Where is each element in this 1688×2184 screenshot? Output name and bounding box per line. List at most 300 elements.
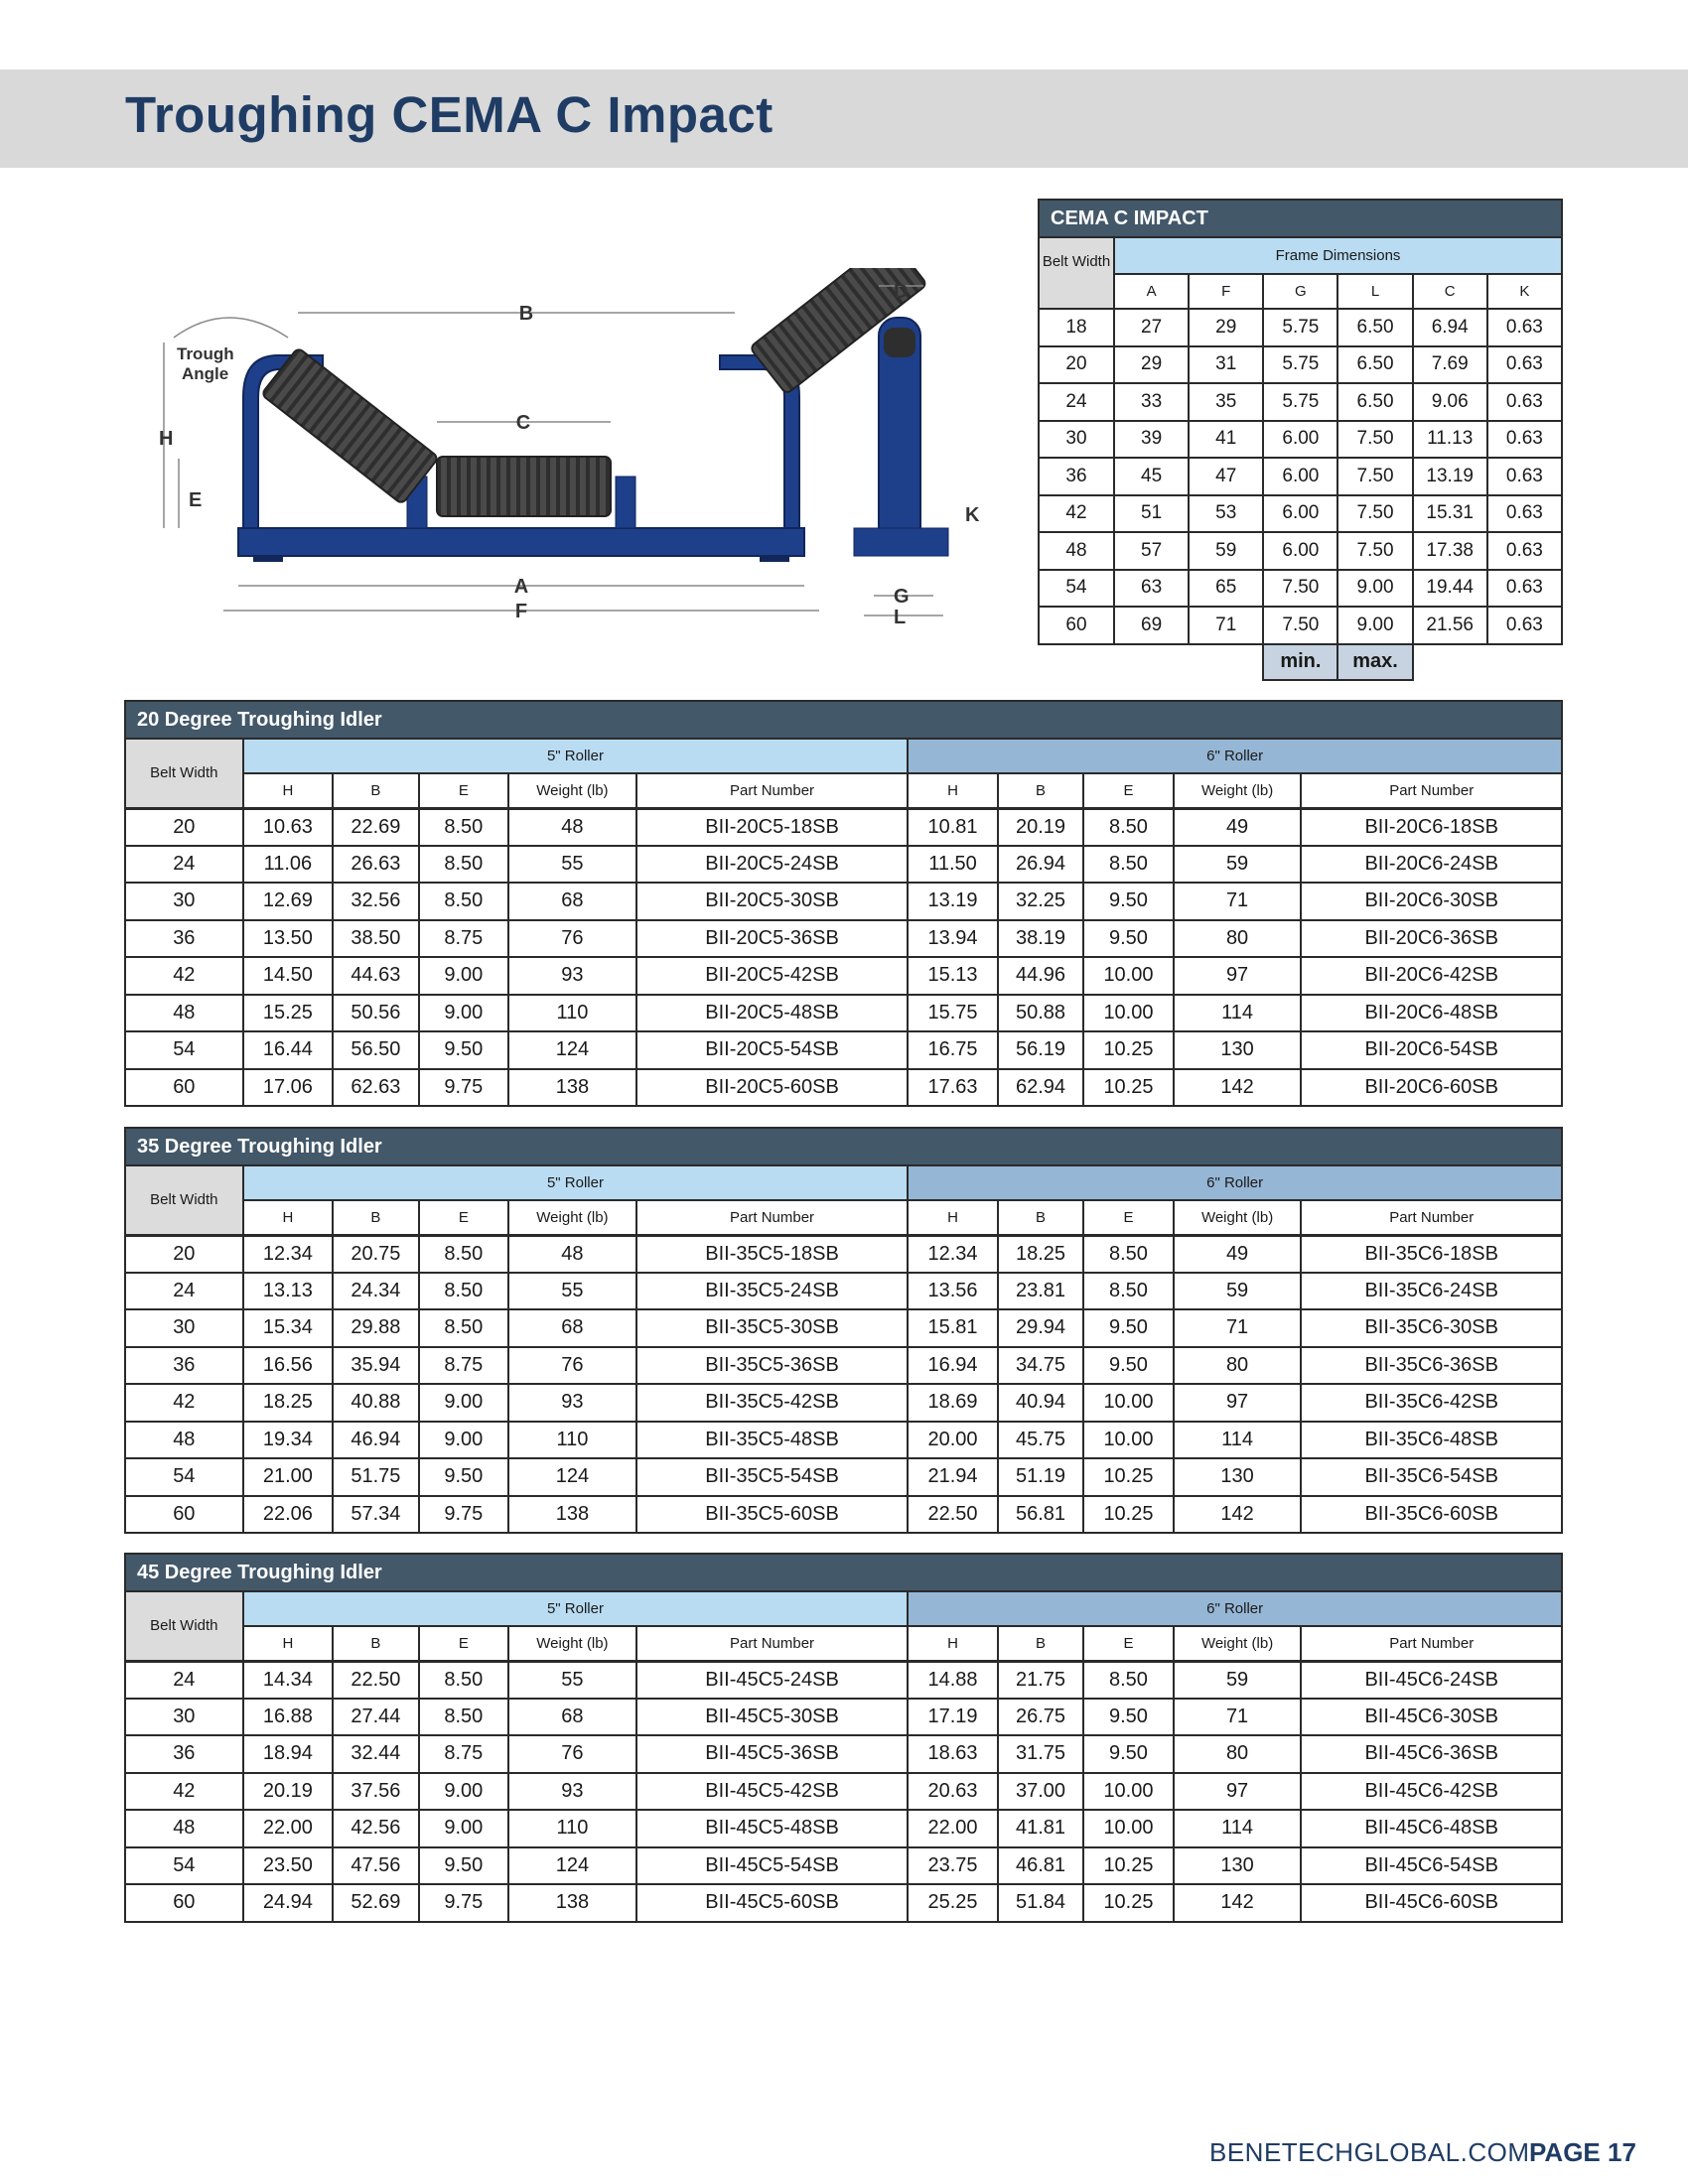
- table-cell: 110: [508, 1810, 636, 1847]
- table-cell: 9.00: [419, 1773, 508, 1811]
- table-cell: 60: [125, 1496, 243, 1534]
- table-cell: 10.00: [1083, 1773, 1173, 1811]
- column-header: B: [333, 1200, 418, 1235]
- table-cell: 37.00: [998, 1773, 1083, 1811]
- table-cell: 17.19: [908, 1699, 997, 1736]
- table-cell: 22.50: [908, 1496, 997, 1534]
- column-header: H: [908, 1200, 997, 1235]
- table-cell: 8.50: [419, 1699, 508, 1736]
- table-cell: 8.50: [1083, 846, 1173, 884]
- table-cell: 23.50: [243, 1847, 333, 1885]
- table-cell: 42: [1039, 495, 1114, 533]
- table-cell: BII-35C6-30SB: [1301, 1309, 1562, 1347]
- column-header: B: [333, 1626, 418, 1661]
- table-row: [1039, 421, 1562, 459]
- max-label: max.: [1337, 644, 1412, 680]
- table-cell: 57: [1114, 532, 1189, 570]
- table-cell: 20.63: [908, 1773, 997, 1811]
- table-cell: 24: [1039, 383, 1114, 421]
- table-cell: 17.06: [243, 1069, 333, 1107]
- table-cell: 18.69: [908, 1384, 997, 1422]
- label-e: E: [189, 489, 203, 511]
- cema-column-header: C: [1413, 274, 1487, 309]
- table-row: [125, 1699, 1562, 1736]
- table-cell: 39: [1114, 421, 1189, 459]
- table-cell: 10.25: [1083, 1847, 1173, 1885]
- table-cell: BII-35C5-30SB: [636, 1309, 909, 1347]
- table-cell: 46.81: [998, 1847, 1083, 1885]
- table-cell: 23.75: [908, 1847, 997, 1885]
- table-cell: 40.88: [333, 1384, 418, 1422]
- table-cell: 12.69: [243, 883, 333, 920]
- table-cell: 54: [1039, 570, 1114, 608]
- table-cell: 0.63: [1487, 346, 1562, 384]
- table-cell: 32.56: [333, 883, 418, 920]
- label-b: B: [518, 303, 534, 325]
- table-cell: 10.25: [1083, 1496, 1173, 1534]
- table-cell: 8.50: [419, 846, 508, 884]
- table-cell: 44.96: [998, 957, 1083, 995]
- table-cell: 110: [508, 995, 636, 1032]
- table-cell: BII-20C5-42SB: [636, 957, 909, 995]
- table-cell: 9.50: [419, 1458, 508, 1496]
- table-cell: 55: [508, 1661, 636, 1699]
- table-cell: 7.50: [1263, 607, 1337, 644]
- idler-diagram: [149, 268, 983, 645]
- column-header: H: [243, 1200, 333, 1235]
- table-cell: 7.50: [1337, 458, 1412, 495]
- column-header: B: [998, 1626, 1083, 1661]
- table-cell: 35: [1189, 383, 1263, 421]
- table-cell: 26.63: [333, 846, 418, 884]
- table-cell: 21.75: [998, 1661, 1083, 1699]
- table-cell: 48: [125, 995, 243, 1032]
- table-cell: 21.94: [908, 1458, 997, 1496]
- table-cell: 10.25: [1083, 1031, 1173, 1069]
- table-cell: 29.94: [998, 1309, 1083, 1347]
- frame-base: [238, 528, 804, 556]
- table-row: [125, 1496, 1562, 1534]
- column-header: Part Number: [1301, 1626, 1562, 1661]
- table-cell: 62.94: [998, 1069, 1083, 1107]
- table-cell: 142: [1174, 1884, 1302, 1922]
- column-header: E: [1083, 1200, 1173, 1235]
- table-cell: BII-45C5-60SB: [636, 1884, 909, 1922]
- table-cell: 59: [1174, 1273, 1302, 1310]
- table-cell: 7.50: [1337, 421, 1412, 459]
- table-cell: 6.94: [1413, 309, 1487, 346]
- column-header: E: [419, 773, 508, 808]
- table-row: [125, 1273, 1562, 1310]
- table-cell: BII-20C5-30SB: [636, 883, 909, 920]
- table-cell: 76: [508, 1735, 636, 1773]
- page-title: Troughing CEMA C Impact: [125, 86, 774, 143]
- table-row: [125, 1735, 1562, 1773]
- table-cell: 56.81: [998, 1496, 1083, 1534]
- label-d: D: [894, 281, 909, 303]
- table-cell: 24.34: [333, 1273, 418, 1310]
- table-cell: 8.50: [1083, 1273, 1173, 1310]
- table-cell: 23.81: [998, 1273, 1083, 1310]
- table-cell: 38.19: [998, 920, 1083, 958]
- table-row: [125, 1810, 1562, 1847]
- table-cell: BII-45C6-60SB: [1301, 1884, 1562, 1922]
- table-cell: 76: [508, 1347, 636, 1385]
- table-cell: 0.63: [1487, 421, 1562, 459]
- table-cell: 60: [125, 1069, 243, 1107]
- table-cell: 27.44: [333, 1699, 418, 1736]
- table-cell: 31: [1189, 346, 1263, 384]
- table-cell: 33: [1114, 383, 1189, 421]
- table-cell: 54: [125, 1031, 243, 1069]
- label-g: G: [894, 586, 910, 608]
- table-cell: BII-45C5-42SB: [636, 1773, 909, 1811]
- table-cell: 30: [125, 1309, 243, 1347]
- table-cell: 97: [1174, 957, 1302, 995]
- table-row: [125, 1309, 1562, 1347]
- center-roller: [437, 457, 611, 516]
- table-cell: 14.34: [243, 1661, 333, 1699]
- table-cell: 22.50: [333, 1661, 418, 1699]
- table-cell: 54: [125, 1847, 243, 1885]
- table-cell: 114: [1174, 1422, 1302, 1459]
- column-header: E: [1083, 1626, 1173, 1661]
- table-cell: 47: [1189, 458, 1263, 495]
- table-cell: 13.50: [243, 920, 333, 958]
- column-header: E: [419, 1626, 508, 1661]
- table-row: [1039, 309, 1562, 346]
- column-header: Weight (lb): [508, 773, 636, 808]
- table-cell: BII-45C6-24SB: [1301, 1661, 1562, 1699]
- table-cell: BII-35C5-42SB: [636, 1384, 909, 1422]
- table-cell: 68: [508, 1699, 636, 1736]
- table-cell: 48: [508, 808, 636, 846]
- table-cell: 6.50: [1337, 383, 1412, 421]
- table-cell: BII-20C5-60SB: [636, 1069, 909, 1107]
- table-cell: BII-20C5-24SB: [636, 846, 909, 884]
- label-trough-angle-2: Angle: [182, 364, 229, 383]
- table-cell: 71: [1174, 1309, 1302, 1347]
- table-cell: 11.06: [243, 846, 333, 884]
- table-cell: BII-35C6-48SB: [1301, 1422, 1562, 1459]
- table-row: [125, 1773, 1562, 1811]
- table-cell: 60: [1039, 607, 1114, 644]
- table-cell: 18: [1039, 309, 1114, 346]
- table-cell: 7.50: [1263, 570, 1337, 608]
- table-cell: 8.50: [419, 808, 508, 846]
- table-row: [125, 1384, 1562, 1422]
- table-cell: 114: [1174, 1810, 1302, 1847]
- column-header: H: [908, 1626, 997, 1661]
- column-header: Part Number: [636, 1200, 909, 1235]
- table-row: [1039, 458, 1562, 495]
- table-cell: 6.00: [1263, 458, 1337, 495]
- table-cell: 50.88: [998, 995, 1083, 1032]
- column-header: E: [1083, 773, 1173, 808]
- table-cell: 24: [125, 846, 243, 884]
- table-cell: 10.25: [1083, 1069, 1173, 1107]
- table-cell: 0.63: [1487, 607, 1562, 644]
- column-header: E: [419, 1200, 508, 1235]
- column-header: Weight (lb): [508, 1626, 636, 1661]
- table-cell: 36: [1039, 458, 1114, 495]
- table-cell: 59: [1174, 846, 1302, 884]
- table-cell: 13.94: [908, 920, 997, 958]
- table-cell: 25.25: [908, 1884, 997, 1922]
- table-cell: BII-35C5-18SB: [636, 1235, 909, 1273]
- table-cell: 32.44: [333, 1735, 418, 1773]
- column-header: Weight (lb): [508, 1200, 636, 1235]
- table-cell: 10.00: [1083, 1810, 1173, 1847]
- table-cell: 9.00: [419, 1810, 508, 1847]
- cema-frame-dimensions-header: Frame Dimensions: [1114, 237, 1562, 274]
- table-cell: 5.75: [1263, 346, 1337, 384]
- table-cell: 62.63: [333, 1069, 418, 1107]
- table-cell: 30: [125, 1699, 243, 1736]
- table-row: [125, 1069, 1562, 1107]
- table-cell: 6.00: [1263, 532, 1337, 570]
- table-cell: BII-45C6-30SB: [1301, 1699, 1562, 1736]
- table-cell: 48: [125, 1810, 243, 1847]
- table-cell: 8.75: [419, 1347, 508, 1385]
- cema-column-header: G: [1263, 274, 1337, 309]
- cema-column-header: F: [1189, 274, 1263, 309]
- table-row: [125, 920, 1562, 958]
- table-cell: 7.50: [1337, 532, 1412, 570]
- table-cell: 51: [1114, 495, 1189, 533]
- table-row: [125, 1347, 1562, 1385]
- table-cell: 41: [1189, 421, 1263, 459]
- label-h: H: [159, 428, 174, 450]
- table-cell: 9.06: [1413, 383, 1487, 421]
- column-header: H: [908, 773, 997, 808]
- table-cell: BII-20C6-60SB: [1301, 1069, 1562, 1107]
- label-c: C: [515, 412, 531, 434]
- table-cell: 51.75: [333, 1458, 418, 1496]
- column-header: B: [333, 773, 418, 808]
- table-cell: 42: [125, 1773, 243, 1811]
- table-cell: 24.94: [243, 1884, 333, 1922]
- table-cell: 9.50: [419, 1031, 508, 1069]
- table-cell: 10.00: [1083, 1384, 1173, 1422]
- table-cell: 18.25: [998, 1235, 1083, 1273]
- table-cell: 18.94: [243, 1735, 333, 1773]
- table-row: [125, 846, 1562, 884]
- table-cell: 10.00: [1083, 995, 1173, 1032]
- table-row: [125, 1422, 1562, 1459]
- label-f: F: [514, 601, 528, 622]
- table-row: [125, 957, 1562, 995]
- table-cell: 51.84: [998, 1884, 1083, 1922]
- table-cell: 34.75: [998, 1347, 1083, 1385]
- table-cell: 29: [1189, 309, 1263, 346]
- cema-frame-table: [1038, 199, 1563, 681]
- cema-column-header: A: [1114, 274, 1189, 309]
- table-row: [125, 883, 1562, 920]
- table-cell: 42: [125, 957, 243, 995]
- table-cell: 18.63: [908, 1735, 997, 1773]
- table-cell: 17.63: [908, 1069, 997, 1107]
- table-cell: 13.13: [243, 1273, 333, 1310]
- table-cell: 8.50: [1083, 808, 1173, 846]
- table-cell: 63: [1114, 570, 1189, 608]
- table-cell: BII-45C5-54SB: [636, 1847, 909, 1885]
- table-cell: 138: [508, 1496, 636, 1534]
- table-row: [1039, 495, 1562, 533]
- table-cell: 26.75: [998, 1699, 1083, 1736]
- table-cell: 13.19: [908, 883, 997, 920]
- table-cell: 15.34: [243, 1309, 333, 1347]
- table-cell: BII-45C5-24SB: [636, 1661, 909, 1699]
- min-label: min.: [1263, 644, 1337, 680]
- table-cell: BII-35C6-36SB: [1301, 1347, 1562, 1385]
- table-cell: BII-35C5-36SB: [636, 1347, 909, 1385]
- table-cell: 8.50: [419, 1273, 508, 1310]
- table-cell: 11.13: [1413, 421, 1487, 459]
- table-cell: BII-20C5-18SB: [636, 808, 909, 846]
- cema-belt-width-header: Belt Width: [1039, 237, 1114, 309]
- table-cell: 48: [508, 1235, 636, 1273]
- table-cell: 55: [508, 1273, 636, 1310]
- table-cell: 16.75: [908, 1031, 997, 1069]
- table-cell: 20.19: [243, 1773, 333, 1811]
- table-cell: 7.50: [1337, 495, 1412, 533]
- table-cell: BII-20C6-18SB: [1301, 808, 1562, 846]
- table-cell: 60: [125, 1884, 243, 1922]
- table-cell: 19.34: [243, 1422, 333, 1459]
- table-cell: 22.69: [333, 808, 418, 846]
- left-wing-roller: [261, 347, 439, 504]
- footer-website: BENETECHGLOBAL.COM: [1209, 2137, 1530, 2167]
- table-cell: 138: [508, 1884, 636, 1922]
- table-cell: BII-45C6-48SB: [1301, 1810, 1562, 1847]
- table-cell: 9.50: [1083, 1699, 1173, 1736]
- table-row: [125, 808, 1562, 846]
- belt-width-header: Belt Width: [125, 739, 243, 808]
- table-cell: 29: [1114, 346, 1189, 384]
- table-row: [125, 1661, 1562, 1699]
- table-cell: BII-20C5-54SB: [636, 1031, 909, 1069]
- table-cell: 8.50: [419, 1235, 508, 1273]
- table-cell: 30: [1039, 421, 1114, 459]
- table-cell: 80: [1174, 1735, 1302, 1773]
- table-cell: 9.75: [419, 1496, 508, 1534]
- table-cell: 40.94: [998, 1384, 1083, 1422]
- label-k: K: [965, 504, 980, 526]
- cema-column-header: K: [1487, 274, 1562, 309]
- table-row: [1039, 532, 1562, 570]
- table-cell: 76: [508, 920, 636, 958]
- table-cell: 38.50: [333, 920, 418, 958]
- table-cell: 8.50: [1083, 1661, 1173, 1699]
- table-cell: 22.00: [908, 1810, 997, 1847]
- table-cell: 26.94: [998, 846, 1083, 884]
- table-cell: 10.25: [1083, 1458, 1173, 1496]
- table-cell: 42: [125, 1384, 243, 1422]
- table-cell: 130: [1174, 1458, 1302, 1496]
- roller-5in-header: 5" Roller: [243, 1165, 909, 1200]
- table-cell: 42.56: [333, 1810, 418, 1847]
- table-cell: 59: [1189, 532, 1263, 570]
- table-cell: 49: [1174, 1235, 1302, 1273]
- table-cell: 110: [508, 1422, 636, 1459]
- column-header: Part Number: [636, 1626, 909, 1661]
- table-cell: 10.81: [908, 808, 997, 846]
- table-cell: 114: [1174, 995, 1302, 1032]
- table-cell: BII-20C6-30SB: [1301, 883, 1562, 920]
- table-row: [125, 995, 1562, 1032]
- table-row: [125, 1458, 1562, 1496]
- table-cell: 51.19: [998, 1458, 1083, 1496]
- column-header: Weight (lb): [1174, 773, 1302, 808]
- idler-table-35-degree: [124, 1127, 1563, 1534]
- table-cell: 46.94: [333, 1422, 418, 1459]
- table-cell: 9.50: [1083, 920, 1173, 958]
- table-cell: 15.75: [908, 995, 997, 1032]
- table-cell: BII-45C6-36SB: [1301, 1735, 1562, 1773]
- table-cell: 80: [1174, 1347, 1302, 1385]
- table-cell: 124: [508, 1458, 636, 1496]
- table-cell: 48: [125, 1422, 243, 1459]
- table-cell: 9.00: [419, 1384, 508, 1422]
- table-cell: 56.19: [998, 1031, 1083, 1069]
- table-cell: BII-45C6-54SB: [1301, 1847, 1562, 1885]
- table-cell: 68: [508, 883, 636, 920]
- table-cell: 9.00: [419, 1422, 508, 1459]
- table-cell: 36: [125, 920, 243, 958]
- table-cell: BII-20C6-54SB: [1301, 1031, 1562, 1069]
- table-cell: 0.63: [1487, 383, 1562, 421]
- table-cell: BII-35C6-24SB: [1301, 1273, 1562, 1310]
- table-cell: 0.63: [1487, 532, 1562, 570]
- table-cell: 65: [1189, 570, 1263, 608]
- table-cell: 13.56: [908, 1273, 997, 1310]
- table-cell: 20: [125, 808, 243, 846]
- table-cell: 138: [508, 1069, 636, 1107]
- column-header: H: [243, 1626, 333, 1661]
- table-cell: 0.63: [1487, 458, 1562, 495]
- table-cell: 130: [1174, 1031, 1302, 1069]
- table-cell: 13.19: [1413, 458, 1487, 495]
- table-cell: 15.31: [1413, 495, 1487, 533]
- table-cell: 20: [1039, 346, 1114, 384]
- table-cell: 49: [1174, 808, 1302, 846]
- table-cell: 57.34: [333, 1496, 418, 1534]
- table-cell: 124: [508, 1031, 636, 1069]
- table-cell: 97: [1174, 1773, 1302, 1811]
- table-cell: 14.88: [908, 1661, 997, 1699]
- table-cell: 35.94: [333, 1347, 418, 1385]
- table-cell: 15.81: [908, 1309, 997, 1347]
- table-cell: 59: [1174, 1661, 1302, 1699]
- table-cell: 52.69: [333, 1884, 418, 1922]
- table-cell: 16.44: [243, 1031, 333, 1069]
- table-cell: 54: [125, 1458, 243, 1496]
- cema-title: CEMA C IMPACT: [1039, 200, 1562, 237]
- table-cell: 48: [1039, 532, 1114, 570]
- column-header: H: [243, 773, 333, 808]
- roller-6in-header: 6" Roller: [908, 739, 1562, 773]
- column-header: Part Number: [1301, 773, 1562, 808]
- table-cell: 20.19: [998, 808, 1083, 846]
- table-cell: 7.69: [1413, 346, 1487, 384]
- table-cell: 12.34: [243, 1235, 333, 1273]
- table-cell: 32.25: [998, 883, 1083, 920]
- table-cell: 9.50: [1083, 1347, 1173, 1385]
- belt-width-header: Belt Width: [125, 1591, 243, 1661]
- table-cell: 55: [508, 846, 636, 884]
- table-cell: 30: [125, 883, 243, 920]
